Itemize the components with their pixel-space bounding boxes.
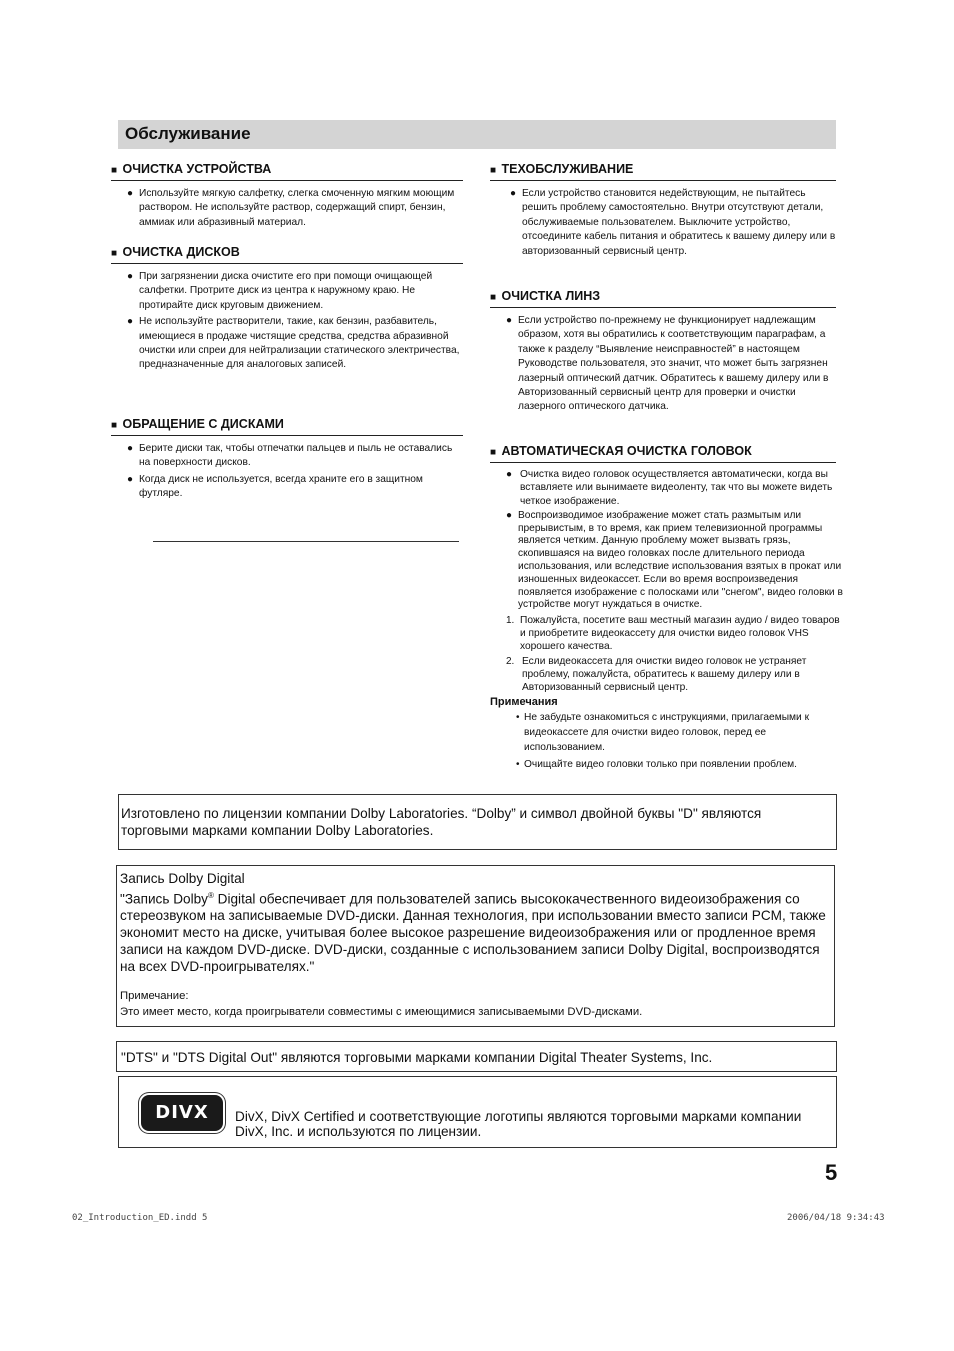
section-cleaning-discs xyxy=(111,245,463,375)
section-title-bar xyxy=(118,120,836,149)
heading-head-cleaning: ■ АВТОМАТИЧЕСКАЯ ОЧИСТКА ГОЛОВОК xyxy=(490,444,836,463)
dolby-note-text: Это имеет место, когда проигрыватели совместимы с имеющимися записываемыми DVD-дисками. xyxy=(120,1006,643,1018)
section-cleaning-device xyxy=(111,162,463,232)
divider-line xyxy=(153,541,459,542)
section-handling-discs xyxy=(111,417,463,504)
list-item: ● При загрязнении диска очистите его при помощи очищающей салфетки. Протрите диск из центра к наружному краю. Не протирайте диск круговым движением. xyxy=(127,271,433,311)
list-item: ● Если устройство становится недействующим, не пытайтесь решить проблему самостоятельно. Внутри отсутствуют детали, обслуживаемые пользователем. Выключите устройство, отсоедините кабель питания и обратитесь к вашему дилеру или в авторизованный сервисный центр. xyxy=(510,188,836,257)
page-number: 5 xyxy=(825,1160,838,1185)
heading-maintenance: ■ ТЕХОБСЛУЖИВАНИЕ xyxy=(490,162,836,181)
divx-logo: DIVX xyxy=(141,1095,223,1131)
divx-box xyxy=(118,1076,837,1148)
section-head-cleaning xyxy=(490,444,844,774)
numbered-item: 1. Пожалуйста, посетите ваш местный магазин аудио / видео товаров и приобретите видеокассету для очистки видео головок VHS хорошего качества. xyxy=(506,615,840,653)
dts-text: "DTS" и "DTS Digital Out" являются торговыми марками компании Digital Theater Systems, Inc. xyxy=(121,1050,713,1065)
heading-cleaning-discs: ■ ОЧИСТКА ДИСКОВ xyxy=(111,245,463,264)
note-item: • Не забудьте ознакомиться с инструкциями, прилагаемыми к видеокассете для очистки видео головок, перед ее использованием. xyxy=(516,712,810,754)
dolby-recording-box xyxy=(116,865,835,1027)
dolby-license-box xyxy=(118,794,837,850)
dolby-note-title: Примечание: xyxy=(120,990,189,1002)
note-item: • Очищайте видео головки только при появлении проблем. xyxy=(516,759,797,771)
section-maintenance xyxy=(490,162,836,261)
list-item: ● Берите диски так, чтобы отпечатки пальцев и пыль не оставались на поверхности дисков. xyxy=(127,443,453,469)
heading-cleaning-device: ■ ОЧИСТКА УСТРОЙСТВА xyxy=(111,162,463,181)
heading-handling-discs: ■ ОБРАЩЕНИЕ С ДИСКАМИ xyxy=(111,417,463,436)
section-lens-cleaning xyxy=(490,289,836,417)
list-item: ● Очистка видео головок осуществляется автоматически, когда вы вставляете или вынимаете видеоленту, так что вы можете видеть четкое изображение. xyxy=(506,469,833,507)
list-item: ● Когда диск не используется, всегда храните его в защитном футляре. xyxy=(127,473,423,500)
list-item: ● Не используйте растворители, такие, как бензин, разбавитель, имеющиеся в продаже чистящие средства, средства абразивной очистки или спреи для нейтрализации статического электричества, предназначенные для аналоговых записей. xyxy=(127,316,460,371)
list-item: ● Если устройство по-прежнему не функционирует надлежащим образом, хотя вы обратились к соответствующим параграфам, а также к разделу “Выявление неисправностей” в настоящем Руководстве пользователя, это значит, что может быть загрязнен лазерный оптический датчик. Обратитесь к вашему дилеру или в Авторизованный сервисный центр для проверки и очистки лазерного оптического датчика. xyxy=(506,315,829,413)
dolby-recording-text: "Запись Dolby® Digital обеспечивает для пользователей запись высококачественного видеоизображения со стереозвуком на записываемые DVD-диски. Данная технология, при использовании вместо записи PCM, также экономит место на диске, учитывая более высокое разрешение видеоизображения или ог продленное время записи на каждом DVD-диске. DVD-диски, созданные с использованием записи Dolby Digital, воспроизводятся на всех DVD-проигрывателях." xyxy=(120,890,826,974)
footer-filename: 02_Introduction_ED.indd 5 xyxy=(72,1213,208,1223)
footer-timestamp: 2006/04/18 9:34:43 xyxy=(787,1213,885,1223)
dolby-license-text: Изготовлено по лицензии компании Dolby Laboratories. “Dolby” и символ двойной буквы "D" являются торговыми марками компании Dolby Laboratories. xyxy=(121,806,762,838)
notes-title: Примечания xyxy=(490,696,558,709)
numbered-item: 2. Если видеокассета для очистки видео головок не устраняет проблему, пожалуйста, обратитесь к вашему дилеру или в Авторизованный сервисный центр. xyxy=(506,656,807,694)
list-item: ● Используйте мягкую салфетку, слегка смоченную мягким моющим раствором. Не используйте раствор, содержащий спирт, бензин, аммиак или абразивный материал. xyxy=(127,188,455,228)
heading-lens-cleaning: ■ ОЧИСТКА ЛИНЗ xyxy=(490,289,836,308)
page-title: Обслуживание xyxy=(125,124,251,143)
dts-box xyxy=(116,1041,837,1072)
list-item: ● Воспроизводимое изображение может стать размытым или прерывистым, в то время, как прием телевизионной программы является четким. Данную проблему может вызвать грязь, скопившаяся на видео головках после длительного периода использования, или вследствие использования взятых в прокат или изношенных видеокассет. Если во время воспроизведения появляется изображение с полосками или "снегом", видео головки в устройстве могут нуждаться в очистке. xyxy=(506,509,843,611)
dolby-recording-title: Запись Dolby Digital xyxy=(120,871,245,886)
divx-text: DivX, DivX Certified и соответствующие логотипы являются торговыми марками компании DivX, Inc. и используются по лицензии. xyxy=(235,1109,802,1139)
